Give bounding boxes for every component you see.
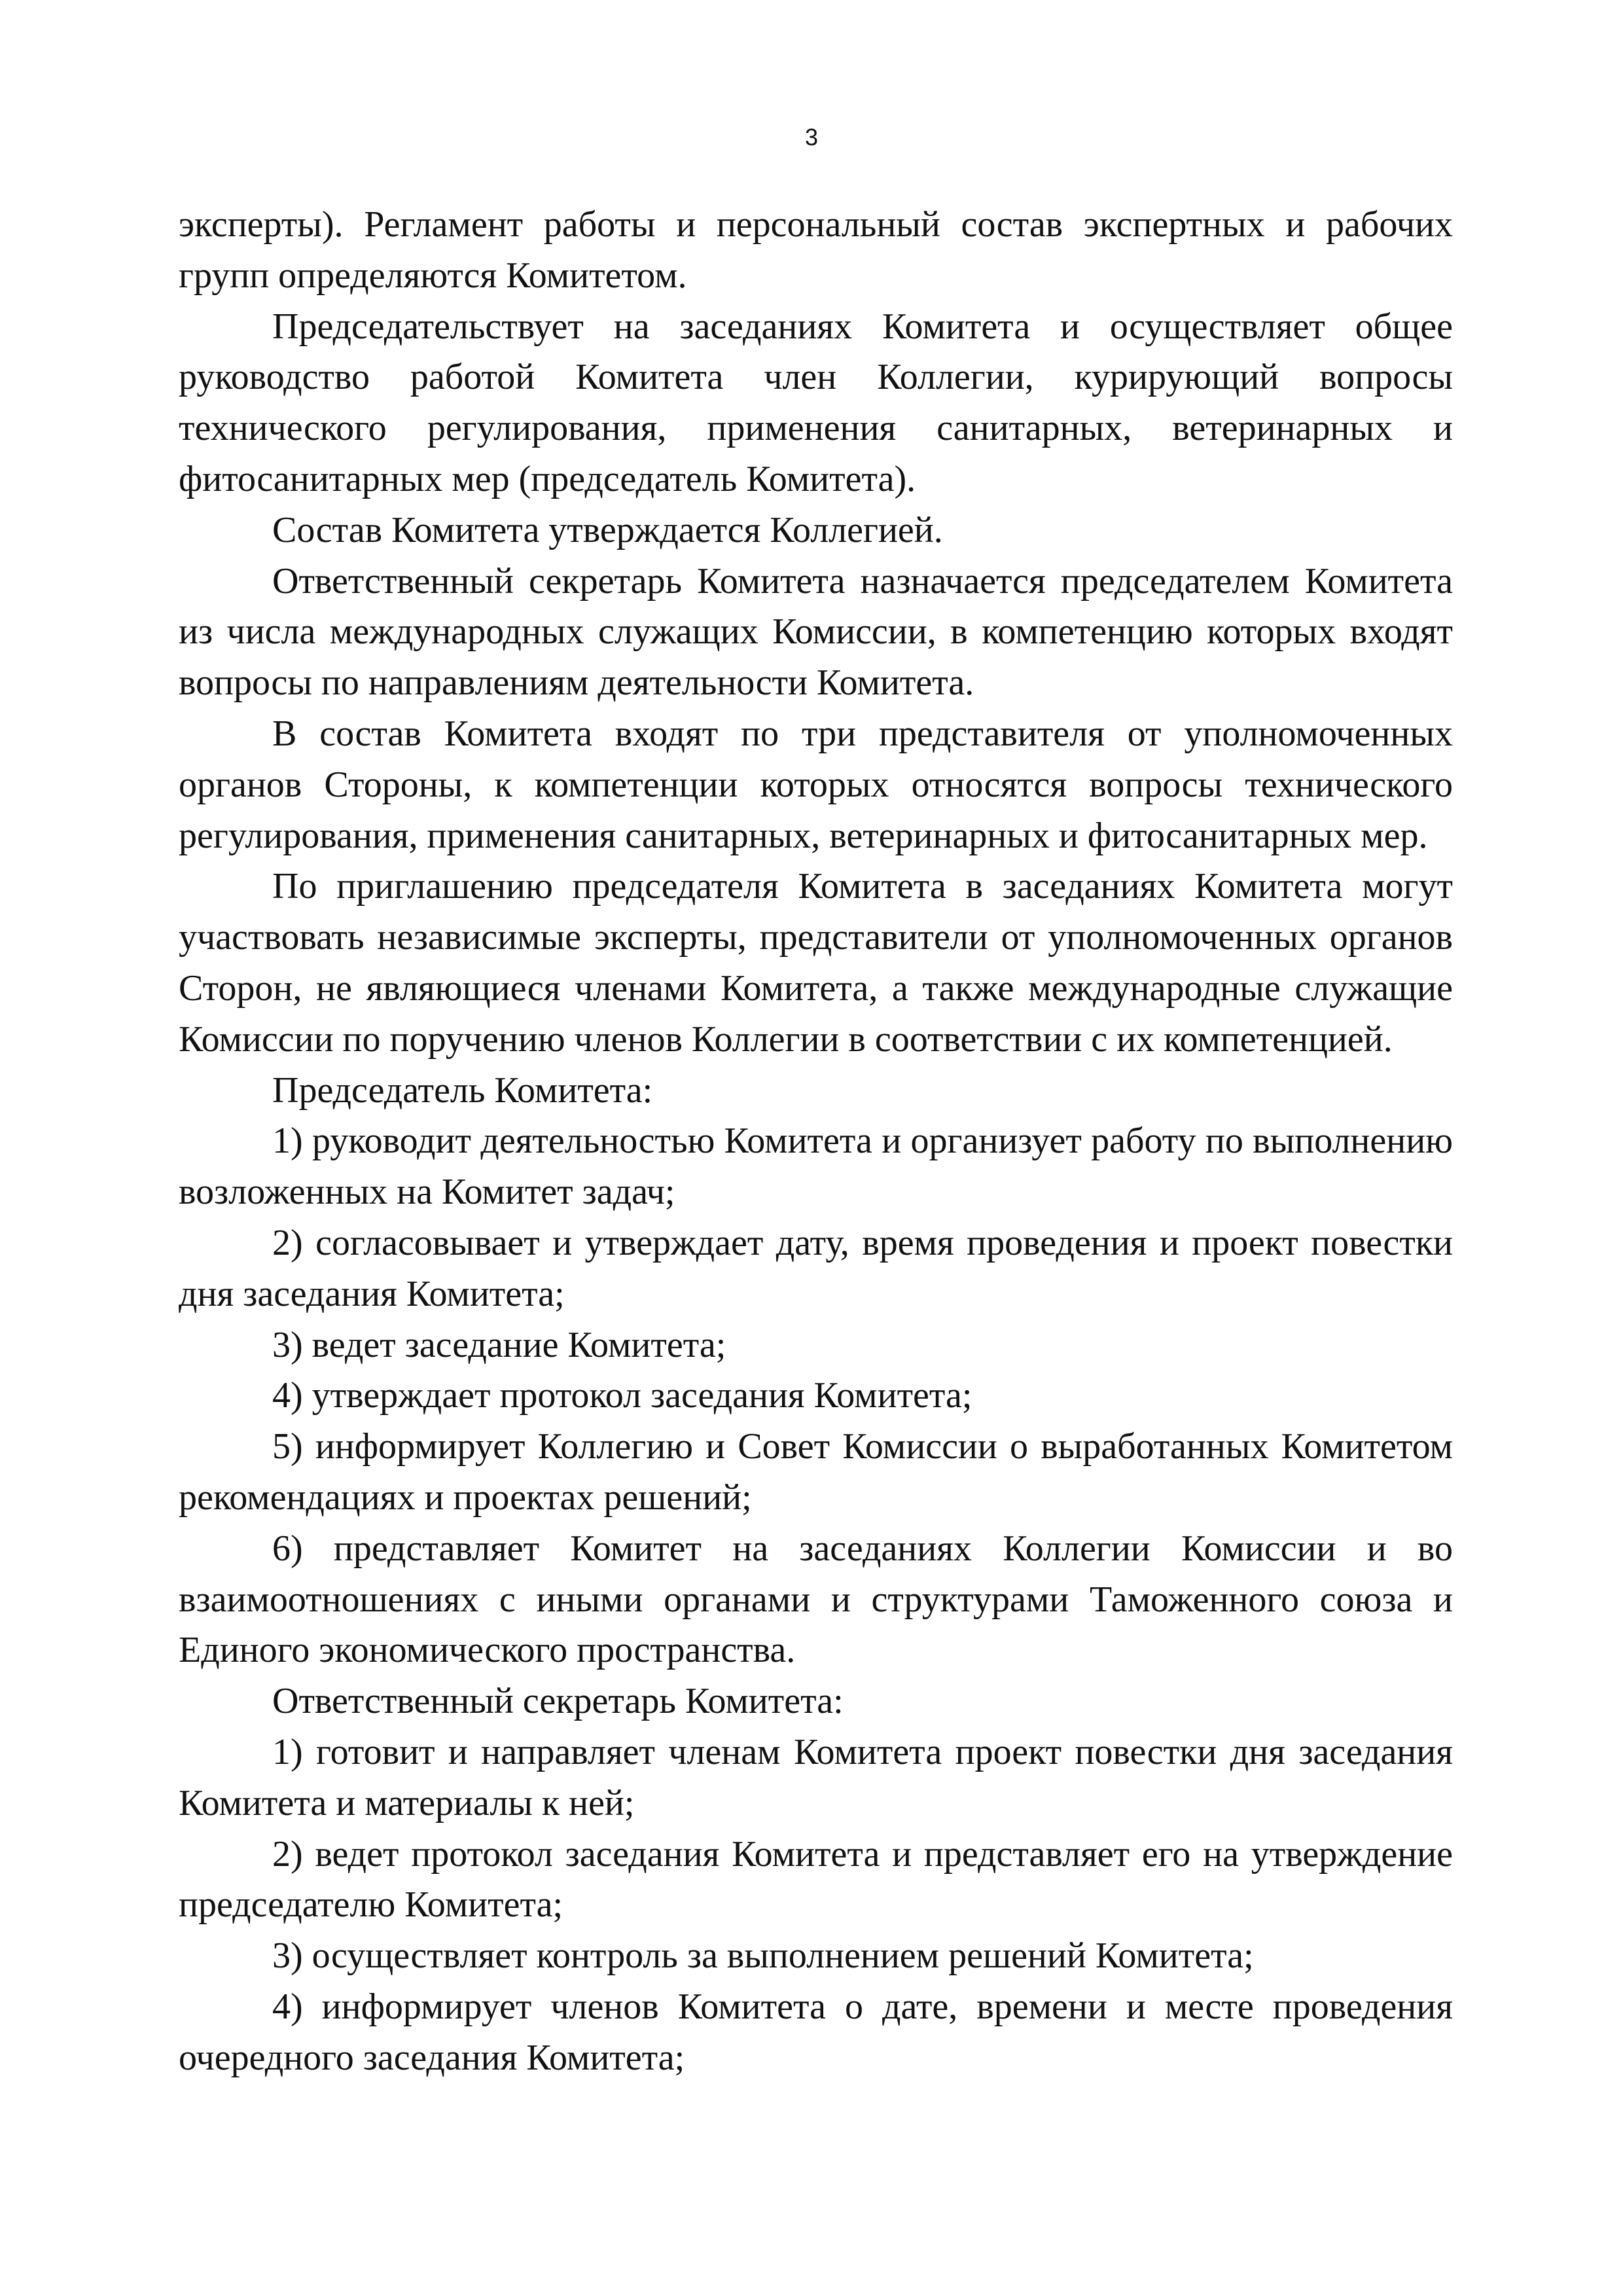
document-body [179,200,1453,2083]
paragraph-invited-participants: По приглашению председателя Комитета в заседаниях Комитета могут участвовать независимые эксперты, представители от уполномоченных органов Сторон, не являющиеся членами Комитета, а также международные служащие Комиссии по поручению членов Коллегии в соответствии с их компетенцией. [179,866,1453,1060]
list-item-chairman-3: 3) ведет заседание Комитета; [272,1324,726,1365]
list-item-secretary-4: 4) информирует членов Комитета о дате, времени и месте проведения очередного заседания Комитета; [179,1986,1453,2078]
paragraph-representatives: В состав Комитета входят по три представителя от уполномоченных органов Стороны, к компетенции которых относятся вопросы технического регулирования, применения санитарных, ветеринарных и фитосанитарных мер. [179,713,1453,856]
paragraph-continuation: эксперты). Регламент работы и персональный состав экспертных и рабочих групп определяются Комитетом. [179,204,1453,296]
list-item-chairman-4: 4) утверждает протокол заседания Комитета; [272,1375,972,1416]
list-item-secretary-3: 3) осуществляет контроль за выполнением решений Комитета; [272,1935,1254,1977]
page-number: 3 [804,124,819,151]
list-item-chairman-5: 5) информирует Коллегию и Совет Комиссии о выработанных Комитетом рекомендациях и проектах решений; [179,1426,1453,1518]
paragraph-chairmanship: Председательствует на заседаниях Комитета и осуществляет общее руководство работой Комитета член Коллегии, курирующий вопросы технического регулирования, применения санитарных, ветеринарных и фитосанитарных мер (председатель Комитета). [179,306,1453,499]
paragraph-secretary-heading: Ответственный секретарь Комитета: [272,1681,844,1722]
list-item-secretary-1: 1) готовит и направляет членам Комитета проект повестки дня заседания Комитета и материалы к ней; [179,1731,1453,1823]
paragraph-composition: Состав Комитета утверждается Коллегией. [272,509,943,550]
list-item-chairman-1: 1) руководит деятельностью Комитета и организует работу по выполнению возложенных на Комитет задач; [179,1121,1453,1213]
list-item-chairman-2: 2) согласовывает и утверждает дату, время проведения и проект повестки дня заседания Комитета; [179,1222,1453,1314]
paragraph-secretary-appointment: Ответственный секретарь Комитета назначается председателем Комитета из числа международных служащих Комиссии, в компетенцию которых входят вопросы по направлениям деятельности Комитета. [179,560,1453,704]
list-item-chairman-6: 6) представляет Комитет на заседаниях Коллегии Комиссии и во взаимоотношениях с иными органами и структурами Таможенного союза и Единого экономического пространства. [179,1528,1453,1671]
paragraph-chairman-heading: Председатель Комитета: [272,1069,653,1111]
list-item-secretary-2: 2) ведет протокол заседания Комитета и представляет его на утверждение председателю Комитета; [179,1833,1453,1926]
